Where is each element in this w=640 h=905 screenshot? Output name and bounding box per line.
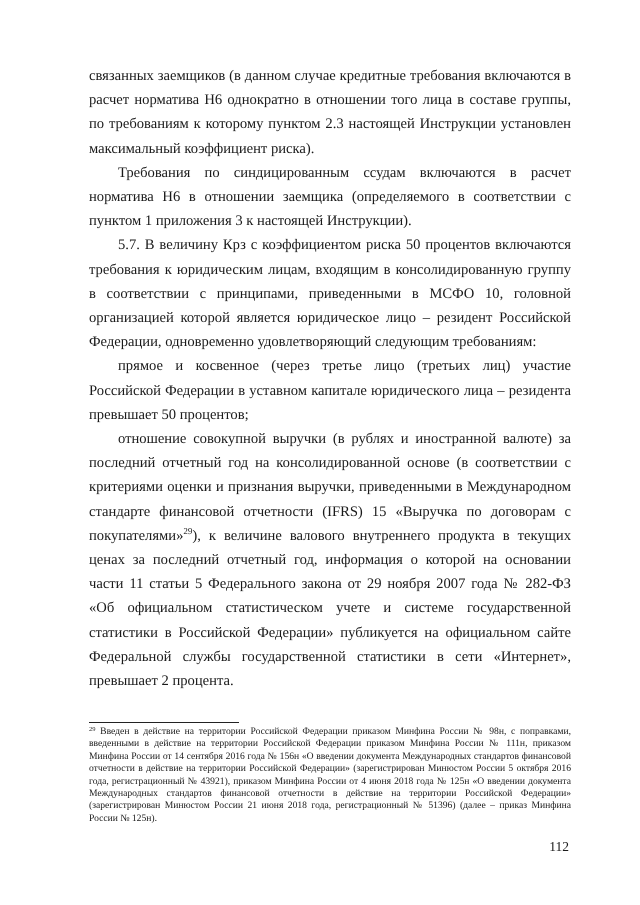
- body-text: [89, 64, 571, 693]
- footnote-separator: [89, 722, 239, 723]
- paragraph-5-part-2: ), к величине валового внутреннего продукта в текущих ценах за последний отчетный год, информация о которой на основании части 11 статьи 5 Федерального закона от 29 ноября 2007 года № 282-ФЗ «Об официальном статистическом учете и системе государственной статистики в Российской Федерации» публикуется на официальном сайте Федеральной службы государственной статистики в сети «Интернет», превышает 2 процента.: [89, 527, 571, 690]
- page-number: 112: [549, 839, 569, 854]
- paragraph-4: прямое и косвенное (через третье лицо (третьих лиц) участие Российской Федерации в уставном капитале юридического лица – резидента превышает 50 процентов;: [89, 358, 571, 423]
- footnote-reference: 29: [183, 525, 193, 536]
- paragraph-2: Требования по синдицированным ссудам включаются в расчет норматива Н6 в отношении заемщика (определяемого в соответствии с пунктом 1 приложения 3 к настоящей Инструкции).: [89, 164, 571, 230]
- paragraph-5-part-1: отношение совокупной выручки (в рублях и иностранной валюте) за последний отчетный год на консолидированной основе (в соответствии с критериями оценки и признания выручки, приведенными в Международном стандарте финансовой отчетности (IFRS) 15 «Выручка по договорам с покупателями»: [89, 431, 571, 544]
- paragraph-3: 5.7. В величину Крз с коэффициентом риска 50 процентов включаются требования к юридическим лицам, входящим в консолидированную группу в соответствии с принципами, приведенными в МСФО 10, головной организацией которой является юридическое лицо – резидент Российской Федерации, одновременно удовлетворяющий следующим требованиям:: [89, 237, 571, 351]
- paragraph-1: связанных заемщиков (в данном случае кредитные требования включаются в расчет норматива Н6 однократно в отношении того лица в составе группы, по требованиям к которому пунктом 2.3 настоящей Инструкции установлен максимальный коэффициент риска).: [89, 68, 571, 157]
- footnote-number: 29: [89, 726, 96, 733]
- paragraph-5: [89, 427, 571, 693]
- footnote: [89, 726, 571, 825]
- footnote-text: Введен в действие на территории Российской Федерации приказом Минфина России № 98н, с поправками, введенными в действие на территории Российской Федерации приказом Минфина России № 111н, приказом Минфина России от 14 сентября 2016 года № 156н «О введении документа Международных стандартов финансовой отчетности в действие на территории Российской Федерации» (зарегистрирован Минюстом России 5 октября 2016 года, регистрационный № 43921), приказом Минфина России от 4 июня 2018 года № 125н «О введении документа Международных стандартов финансовой отчетности в действие на территории Российской Федерации» (зарегистрирован Минюстом России 21 июня 2018 года, регистрационный № 51396) (далее – приказ Минфина России № 125н).: [89, 726, 571, 824]
